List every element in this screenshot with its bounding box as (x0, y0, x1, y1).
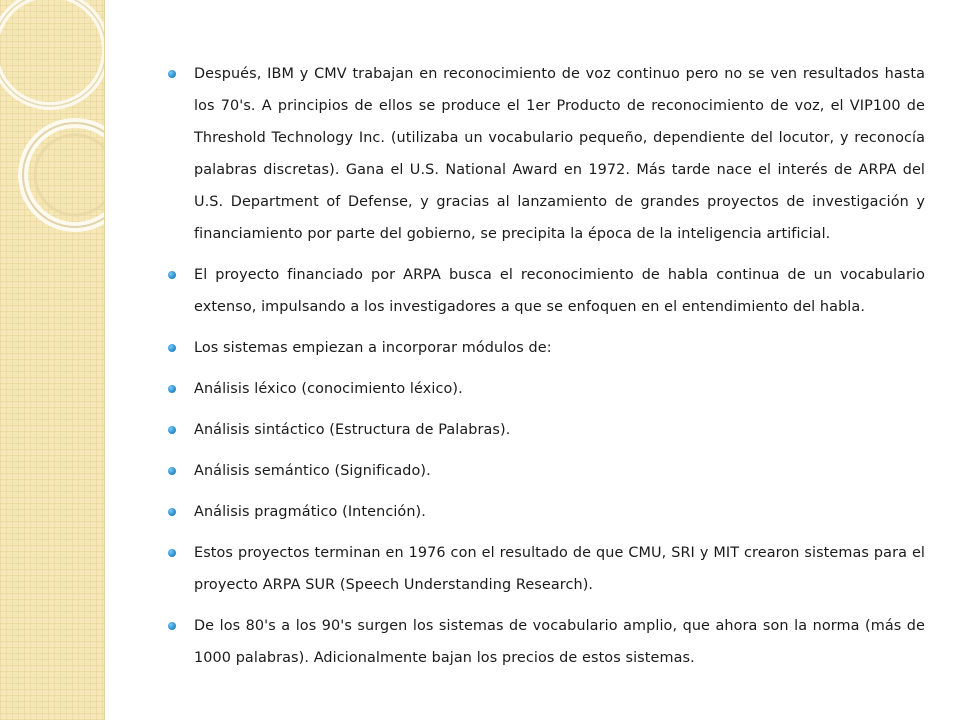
bullet-item (168, 373, 925, 405)
bullet-icon (168, 508, 176, 516)
bullet-text: Los sistemas empiezan a incorporar módulos de: (194, 340, 552, 356)
bullet-item (168, 496, 925, 528)
decorative-side-panel (0, 0, 105, 720)
bullet-icon (168, 70, 176, 78)
bullet-text: De los 80's a los 90's surgen los sistemas de vocabulario amplio, que ahora son la norma (más de 1000 palabras). Adicionalmente bajan los precios de estos sistemas. (194, 618, 925, 666)
bullet-list (168, 58, 925, 674)
bullet-item (168, 537, 925, 601)
bullet-icon (168, 344, 176, 352)
slide-content (168, 58, 925, 683)
bullet-icon (168, 622, 176, 630)
bullet-item (168, 259, 925, 323)
bullet-item (168, 610, 925, 674)
bullet-text: Análisis semántico (Significado). (194, 463, 431, 479)
bullet-item (168, 58, 925, 250)
bullet-icon (168, 385, 176, 393)
bullet-text: Análisis léxico (conocimiento léxico). (194, 381, 463, 397)
bullet-text: Análisis pragmático (Intención). (194, 504, 426, 520)
bullet-text: Análisis sintáctico (Estructura de Palabras). (194, 422, 511, 438)
bullet-item (168, 414, 925, 446)
decorative-rings-icon (0, 0, 104, 720)
bullet-icon (168, 271, 176, 279)
bullet-item (168, 332, 925, 364)
bullet-icon (168, 467, 176, 475)
bullet-icon (168, 549, 176, 557)
bullet-text: Estos proyectos terminan en 1976 con el resultado de que CMU, SRI y MIT crearon sistemas para el proyecto ARPA SUR (Speech Understanding Research). (194, 545, 925, 593)
bullet-text: El proyecto financiado por ARPA busca el reconocimiento de habla continua de un vocabulario extenso, impulsando a los investigadores a que se enfoquen en el entendimiento del habla. (194, 267, 925, 315)
bullet-item (168, 455, 925, 487)
bullet-icon (168, 426, 176, 434)
bullet-text: Después, IBM y CMV trabajan en reconocimiento de voz continuo pero no se ven resultados hasta los 70's. A principios de ellos se produce el 1er Producto de reconocimiento de voz, el VIP100 de Threshold Technology Inc. (utilizaba un vocabulario pequeño, dependiente del locutor, y reconocía palabras discretas). Gana el U.S. National Award en 1972. Más tarde nace el interés de ARPA del U.S. Department of Defense, y gracias al lanzamiento de grandes proyectos de investigación y financiamiento por parte del gobierno, se precipita la época de la inteligencia artificial. (194, 66, 925, 242)
